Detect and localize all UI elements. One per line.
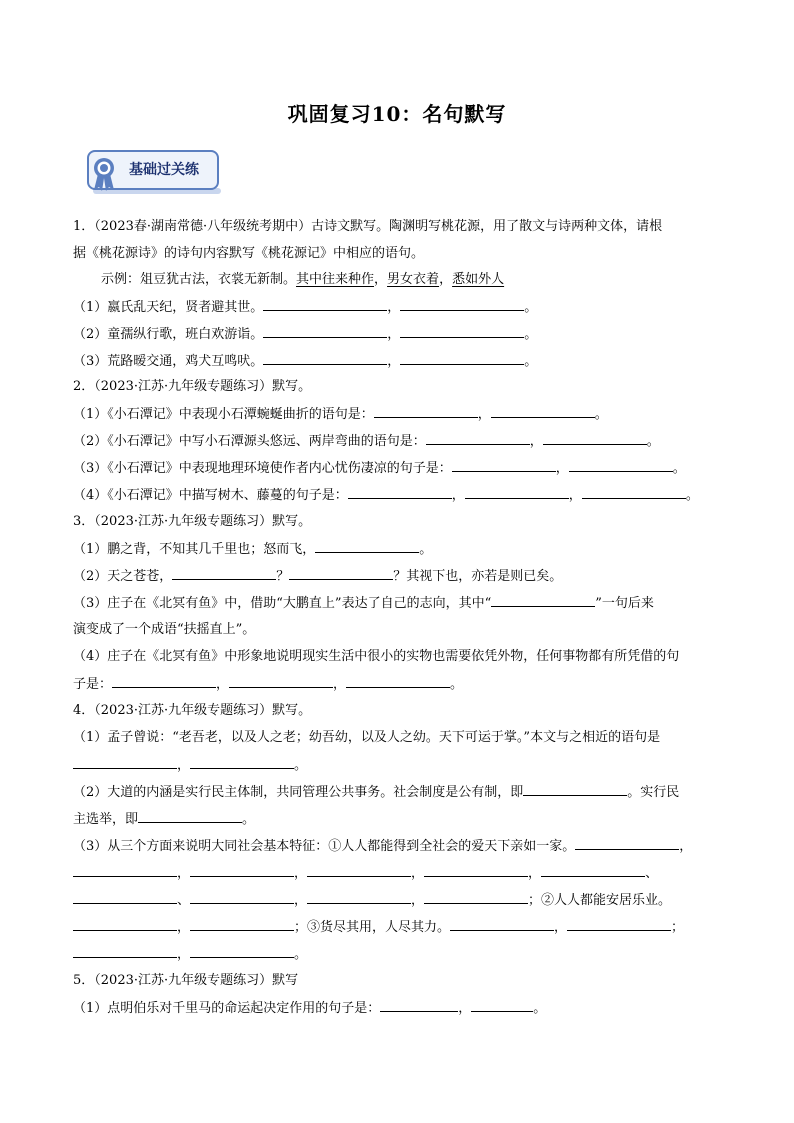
answer-blank[interactable] (190, 918, 294, 931)
line-text: ？ (276, 569, 290, 584)
line-text: 演变成了一个成语“扶摇直上”。 (73, 622, 256, 637)
text-line (73, 513, 753, 531)
line-text: 。 (419, 542, 433, 557)
text-line (73, 837, 753, 856)
text-line (73, 486, 753, 505)
line-text: （3）荒路暧交通，鸡犬互鸣吠。 (73, 354, 264, 369)
answer-blank[interactable] (307, 864, 411, 877)
line-text: 2．（2023·江苏·九年级专题练习）默写。 (73, 379, 312, 394)
text-line (73, 972, 753, 990)
line-text: ；②人人都能安居乐业。 (528, 893, 672, 908)
answer-blank[interactable] (491, 594, 595, 607)
line-text: ， (387, 327, 401, 342)
answer-blank[interactable] (190, 891, 294, 904)
answer-blank[interactable] (263, 298, 387, 311)
line-text: 。实行民 (627, 785, 680, 800)
line-text: ， (555, 461, 569, 476)
text-line (73, 918, 753, 937)
line-text: ， (177, 920, 191, 935)
text-line (73, 594, 753, 613)
line-text: （2）大道的内涵是实行民主体制，共同管理公共事务。社会制度是公有制，即 (73, 785, 524, 800)
answer-blank[interactable] (229, 675, 333, 688)
answer-blank[interactable] (172, 567, 276, 580)
answer-blank[interactable] (73, 864, 177, 877)
line-text: ， (387, 354, 401, 369)
answer-blank[interactable] (73, 945, 177, 958)
answer-blank[interactable] (426, 432, 530, 445)
line-text: 、 (177, 893, 191, 908)
answer-blank[interactable] (263, 352, 387, 365)
answer-blank[interactable] (465, 486, 569, 499)
line-text: （1）鹏之背，不知其几千里也；怒而飞， (73, 542, 316, 557)
text-line (73, 298, 753, 317)
line-text: （1）孟子曾说：“老吾老，以及人之老；幼吾幼，以及人之幼。天下可运于掌。”本文与之相近的语句是 (73, 730, 661, 745)
answer-blank[interactable] (112, 675, 216, 688)
answer-blank[interactable] (582, 486, 686, 499)
text-line (73, 891, 753, 910)
line-text: ， (477, 407, 491, 422)
section-badge (77, 146, 223, 196)
section-label: 基础过关练 (129, 162, 199, 178)
text-line (73, 405, 753, 424)
text-line (73, 810, 753, 829)
text-line (73, 459, 753, 478)
line-text: ， (458, 1001, 472, 1016)
text-line (73, 864, 753, 883)
line-text: 3．（2023·江苏·九年级专题练习）默写。 (73, 514, 312, 529)
answer-blank[interactable] (263, 325, 387, 338)
text-line (101, 271, 781, 289)
line-text: ；③货尽其用，人尽其力。 (294, 920, 451, 935)
line-text: 。 (646, 434, 660, 449)
answer-blank[interactable] (190, 864, 294, 877)
answer-blank[interactable] (138, 810, 242, 823)
answer-blank[interactable] (567, 918, 671, 931)
answer-blank[interactable] (380, 999, 458, 1012)
line-text: 。 (533, 1001, 547, 1016)
line-text: ， (411, 893, 425, 908)
answer-blank[interactable] (190, 945, 294, 958)
answer-blank[interactable] (73, 756, 177, 769)
answer-blank[interactable] (348, 486, 452, 499)
line-text: ， (554, 920, 568, 935)
line-text: （2）天之苍苍， (73, 569, 173, 584)
line-text: ， (528, 866, 542, 881)
line-text: ， (333, 677, 347, 692)
text-line (73, 352, 753, 371)
line-text: ， (451, 488, 465, 503)
line-text: （2）童孺纵行歌，班白欢游诣。 (73, 327, 264, 342)
line-text: 。 (294, 758, 308, 773)
answer-blank[interactable] (523, 783, 627, 796)
line-text: ， (177, 866, 191, 881)
answer-blank[interactable] (543, 432, 647, 445)
answer-blank[interactable] (307, 891, 411, 904)
text-line (73, 218, 753, 236)
answer-blank[interactable] (400, 325, 524, 338)
line-text: （3）《小石潭记》中表现地理环境使作者内心忧伤凄凉的句子是： (73, 461, 452, 476)
line-text: 。 (242, 812, 256, 827)
text-line (73, 729, 753, 747)
text-line (73, 621, 753, 639)
line-text: 、 (645, 866, 659, 881)
line-text: （2）《小石潭记》中写小石潭源头悠远、两岸弯曲的语句是： (73, 434, 426, 449)
text-line (73, 325, 753, 344)
line-text: 主选举，即 (73, 812, 139, 827)
line-text: （1）嬴氏乱天纪，贤者避其世。 (73, 300, 264, 315)
line-text: 。 (524, 354, 538, 369)
answer-blank[interactable] (471, 999, 533, 1012)
line-text: （1）《小石潭记》中表现小石潭蜿蜒曲折的语句是： (73, 407, 374, 422)
line-text: （1）点明伯乐对千里马的命运起决定作用的句子是： (73, 1001, 381, 1016)
line-text: （3）庄子在《北冥有鱼》中，借助“大鹏直上”表达了自己的志向，其中“ (73, 596, 492, 611)
line-text: 示例：俎豆犹古法，衣裳无新制。 (101, 272, 297, 287)
text-line (73, 945, 753, 964)
line-text: 1．（2023春·湖南常德·八年级统考期中）古诗文默写。陶渊明写桃花源，用了散文与诗两种文体，请根 (73, 219, 663, 234)
line-text: ， (177, 947, 191, 962)
answer-blank[interactable] (541, 864, 645, 877)
line-text: ， (374, 272, 388, 287)
text-line (73, 756, 753, 775)
line-text: （3）从三个方面来说明大同社会基本特征：①人人都能得到全社会的爱天下亲如一家。 (73, 839, 576, 854)
page-title: 巩固复习10：名句默写 (287, 102, 507, 126)
line-text: （4）庄子在《北冥有鱼》中形象地说明现实生活中很小的实物也需要依凭外物，任何事物都有所凭借的句 (73, 649, 680, 664)
line-text: 。 (685, 488, 699, 503)
answer-blank[interactable] (400, 298, 524, 311)
answer-blank[interactable] (452, 459, 556, 472)
line-text: ， (294, 893, 308, 908)
line-text: ， (529, 434, 543, 449)
line-text: 。 (672, 461, 686, 476)
line-text: ； (671, 920, 685, 935)
medal-icon (89, 156, 119, 192)
answer-blank[interactable] (575, 837, 679, 850)
answer-blank[interactable] (374, 405, 478, 418)
line-text: ， (177, 758, 191, 773)
example-answer: 其中往来种作 (296, 272, 375, 287)
line-text: 子是： (73, 677, 113, 692)
answer-blank[interactable] (346, 675, 450, 688)
text-line (73, 245, 753, 263)
line-text: 。 (450, 677, 464, 692)
text-line (73, 432, 753, 451)
text-line (73, 783, 753, 802)
text-line (73, 702, 753, 720)
line-text: 据《桃花源诗》的诗句内容默写《桃花源记》中相应的语句。 (73, 246, 425, 261)
answer-blank[interactable] (450, 918, 554, 931)
text-line (73, 567, 753, 586)
answer-blank[interactable] (315, 540, 419, 553)
line-text: ， (387, 300, 401, 315)
line-text: 。 (294, 947, 308, 962)
text-line (73, 999, 753, 1018)
line-text: ， (439, 272, 453, 287)
answer-blank[interactable] (400, 352, 524, 365)
answer-blank[interactable] (424, 891, 528, 904)
text-line (73, 540, 753, 559)
line-text: ， (411, 866, 425, 881)
line-text: ， (679, 839, 693, 854)
line-text: （4）《小石潭记》中描写树木、藤蔓的句子是： (73, 488, 348, 503)
text-line (73, 378, 753, 396)
answer-blank[interactable] (190, 756, 294, 769)
line-text: 4．（2023·江苏·九年级专题练习）默写。 (73, 703, 312, 718)
line-text: ”一句后来 (595, 596, 654, 611)
text-line (73, 648, 753, 666)
example-answer: 男女衣着 (387, 272, 440, 287)
example-answer: 悉如外人 (452, 272, 505, 287)
answer-blank[interactable] (569, 459, 673, 472)
answer-blank[interactable] (289, 567, 393, 580)
line-text: 。 (524, 300, 538, 315)
answer-blank[interactable] (424, 864, 528, 877)
line-text: 5．（2023·江苏·九年级专题练习）默写 (73, 973, 299, 988)
answer-blank[interactable] (491, 405, 595, 418)
line-text: ， (568, 488, 582, 503)
text-line (73, 675, 753, 694)
line-text: 。 (594, 407, 608, 422)
line-text: ？其视下也，亦若是则已矣。 (393, 569, 563, 584)
answer-blank[interactable] (73, 918, 177, 931)
line-text: ， (216, 677, 230, 692)
answer-blank[interactable] (73, 891, 177, 904)
line-text: 。 (524, 327, 538, 342)
line-text: ， (294, 866, 308, 881)
